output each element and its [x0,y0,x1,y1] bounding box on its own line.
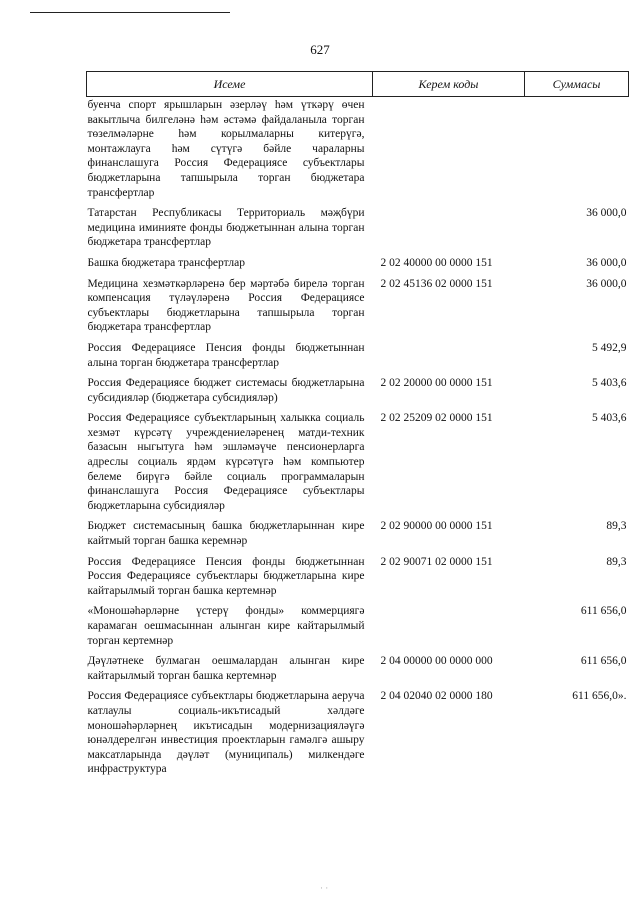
row-sum: 5 403,6 [592,377,627,390]
row-code [373,604,525,654]
row-sum: 36 000,0 [586,277,627,290]
row-sum: 611 656,0 [580,605,627,618]
row-name: Россия Федерациясе бюджет системасы бюджетларына субсидияләр (бюджетара субсидияләр) [87,377,365,404]
row-sum: 36 000,0 [586,207,627,220]
top-rule [30,12,230,13]
row-sum: 611 656,0 [580,655,627,668]
row-code [373,341,525,376]
row-name: Медицина хезмәткәрләренә бер мәртәбә бирелә торган компенсация түләүләренә Россия Федерациясе субъектлары бюджетларына тапшырыла торган бюджетара трансфертлар [87,277,365,334]
table-row [87,604,629,654]
row-sum: 89,3 [606,520,627,533]
row-name: буенча спорт ярышларын әзерләү һәм үткәрү өчен вакытлыча билгеләнә һәм әстәмә файдаланыла торган төзелмәләрне һәм корылмаларны китерүгә, монтажлауга һәм сүтүгә бәйле чараларны финанслашуга Россия Федерациясе субъектлары бюджетларына тапшырыла торган бюджетара трансфертлар [87,99,365,199]
row-code: 2 04 02040 02 0000 180 [380,690,493,703]
row-name: Россия Федерациясе Пенсия фонды бюджетыннан алына торган бюджетара трансфертлар [87,341,365,369]
row-name: Бюджет системасының башка бюджетларыннан кире кайтмый торган башка керемнәр [87,520,365,548]
table-row [87,519,629,554]
table-row [87,555,629,605]
table-row [87,689,629,783]
row-code [373,97,525,207]
table-row [87,97,629,207]
table-row [87,654,629,689]
row-sum: 36 000,0 [586,256,627,269]
row-name: Россия Федерациясе субъектлары бюджетларына аеруча катлаулы социаль-икътисадый хәлдәге моношәһәрләрнең икътисадын модернизацияләүгә юнәлдерелгән инвестиция проектларын гамәлгә ашыру максатларында дәүләт (муниципаль) милкендәге инфраструктура [87,690,365,776]
header-name: Исеме [87,72,373,97]
row-code: 2 02 45136 02 0000 151 [380,277,493,290]
row-name: Россия Федерациясе Пенсия фонды бюджетыннан Россия Федерациясе субъектлары бюджетларына кире кайтарылмый торган башка кертемнәр [87,555,365,597]
header-sum: Суммасы [525,72,629,97]
row-code: 2 02 40000 00 0000 151 [380,256,493,269]
table-row [87,206,629,256]
row-sum [525,97,629,207]
table-row [87,277,629,341]
row-code [373,206,525,256]
row-sum: 89,3 [606,555,627,568]
footer-mark: · · [320,883,329,893]
row-name: Башка бюджетара трансфертлар [87,256,245,269]
page-number: 627 [310,42,330,57]
budget-table [86,71,629,783]
row-code: 2 04 00000 00 0000 000 [380,655,493,668]
row-name: Дәүләтнеке булмаган оешмалардан алынган кире кайтарылмый торган башка кертемнәр [87,655,365,682]
row-code: 2 02 25209 02 0000 151 [380,412,493,425]
row-sum: 611 656,0». [572,690,627,703]
row-code: 2 02 90000 00 0000 151 [380,520,493,533]
table-header-row [87,72,629,97]
row-name: Россия Федерациясе субъектларының халыкка социаль хезмәт күрсәтү учреждениеләренең матди-техник базасын ныгытуга һәм эшләмәүче пенсионерларга адреслы социаль ярдәм күрсәтүгә һәм компьютер белеме бирүгә бәйле социаль программаларын финанслашуга Россия Федерациясе субъектлары бюджетларына субсидияләр [87,412,365,512]
row-code: 2 02 90071 02 0000 151 [380,555,493,568]
table-row [87,411,629,519]
table-row [87,341,629,376]
row-sum: 5 403,6 [592,412,627,425]
table-row [87,256,629,277]
table-row [87,376,629,411]
header-code: Керем коды [373,72,525,97]
row-name: Татарстан Республикасы Территориаль мәҗбүри медицина иминияте фонды бюджетыннан алына торган бюджетара трансфертлар [87,207,365,249]
row-code: 2 02 20000 00 0000 151 [380,377,493,390]
table-body [87,97,629,783]
row-sum: 5 492,9 [592,341,627,354]
row-name: «Моношәһәрләрне үстерү фонды» коммерциягә карамаган оешмасыннан алынган кире кайтарылмый торган кертемнәр [87,605,365,647]
